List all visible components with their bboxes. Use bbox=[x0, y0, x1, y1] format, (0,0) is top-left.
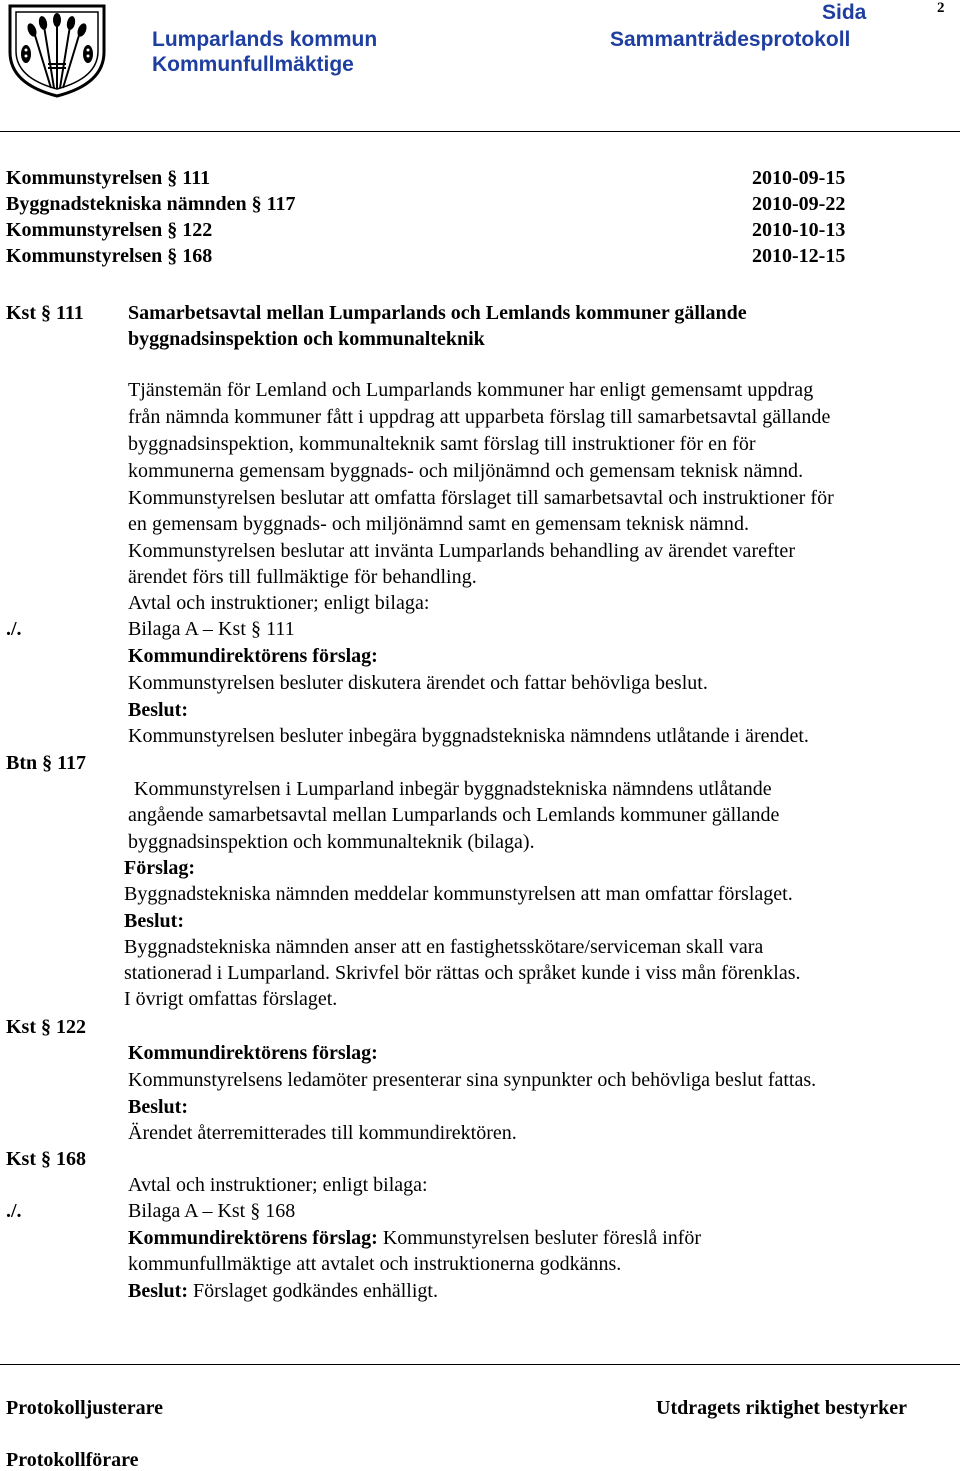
section-label-kst-111: Kst § 111 bbox=[6, 302, 84, 324]
attachment-reference: Bilaga A – Kst § 111 bbox=[128, 618, 295, 640]
paragraph-line: byggnadsinspektion, kommunalteknik samt förslag till instruktioner för en för bbox=[128, 433, 756, 455]
attachment-marker: ./. bbox=[6, 618, 22, 640]
meeting-date: 2010-10-13 bbox=[752, 219, 846, 241]
proposal-heading: Kommundirektörens förslag: bbox=[128, 1042, 378, 1064]
meeting-date: 2010-09-15 bbox=[752, 167, 846, 189]
proposal-heading: Kommundirektörens förslag: bbox=[128, 1227, 378, 1249]
decision-line bbox=[128, 1280, 438, 1303]
decision-heading: Beslut: bbox=[124, 910, 184, 932]
attachment-marker: ./. bbox=[6, 1200, 22, 1222]
paragraph-line: Kommunstyrelsen beslutar att omfatta förslaget till samarbetsavtal och instruktioner för bbox=[128, 487, 834, 509]
decision-text: Ärendet återremitterades till kommundirektören. bbox=[128, 1122, 517, 1144]
decision-text: Byggnadstekniska nämnden anser att en fastighetsskötare/serviceman skall vara bbox=[124, 936, 764, 958]
section-label-kst-122: Kst § 122 bbox=[6, 1016, 86, 1038]
agenda-title: byggnadsinspektion och kommunalteknik bbox=[128, 328, 485, 350]
decision-text: Förslaget godkändes enhälligt. bbox=[188, 1280, 438, 1302]
proposal-text: Kommunstyrelsens ledamöter presenterar sina synpunkter och behövliga beslut fattas. bbox=[128, 1069, 817, 1091]
meeting-body: Byggnadstekniska nämnden § 117 bbox=[6, 193, 296, 215]
footer-divider bbox=[0, 1364, 960, 1365]
adjuster-label: Protokolljusterare bbox=[6, 1397, 164, 1419]
certification-label: Utdragets riktighet bestyrker bbox=[656, 1397, 908, 1419]
page-label: Sida bbox=[822, 1, 867, 24]
paragraph-line: byggnadsinspektion och kommunalteknik (bilaga). bbox=[128, 831, 535, 853]
body-name: Kommunfullmäktige bbox=[152, 53, 354, 76]
proposal-text: Byggnadstekniska nämnden meddelar kommunstyrelsen att man omfattar förslaget. bbox=[124, 883, 793, 905]
decision-heading: Beslut: bbox=[128, 699, 188, 721]
decision-heading: Beslut: bbox=[128, 1280, 188, 1302]
proposal-text: Kommunstyrelsen besluter föreslå inför bbox=[377, 1227, 702, 1249]
decision-heading: Beslut: bbox=[128, 1096, 188, 1118]
proposal-heading: Kommundirektörens förslag: bbox=[128, 645, 378, 667]
attachment-reference: Bilaga A – Kst § 168 bbox=[128, 1200, 296, 1222]
paragraph-line: ärendet förs till fullmäktige för behandling. bbox=[128, 566, 477, 588]
paragraph-line: Kommunstyrelsen i Lumparland inbegär byggnadstekniska nämndens utlåtande bbox=[134, 778, 772, 800]
decision-text: stationerad i Lumparland. Skrivfel bör rättas och språket kunde i viss mån förenklas. bbox=[124, 962, 801, 984]
paragraph-line: Tjänstemän för Lemland och Lumparlands kommuner har enligt gemensamt uppdrag bbox=[128, 379, 814, 401]
wheat-sheaf-coat-of-arms-icon bbox=[4, 2, 110, 98]
paragraph-line: från nämnda kommuner fått i uppdrag att upparbeta förslag till samarbetsavtal gällande bbox=[128, 406, 831, 428]
decision-text: I övrigt omfattas förslaget. bbox=[124, 988, 338, 1010]
meeting-body: Kommunstyrelsen § 122 bbox=[6, 219, 213, 241]
meeting-date: 2010-09-22 bbox=[752, 193, 846, 215]
municipality-name: Lumparlands kommun bbox=[152, 28, 378, 51]
section-label-kst-168: Kst § 168 bbox=[6, 1148, 86, 1170]
proposal-text: kommunfullmäktige att avtalet och instruktionerna godkänns. bbox=[128, 1253, 622, 1275]
paragraph-line: Kommunstyrelsen beslutar att invänta Lumparlands behandling av ärendet varefter bbox=[128, 540, 796, 562]
meeting-body: Kommunstyrelsen § 168 bbox=[6, 245, 213, 267]
meeting-body: Kommunstyrelsen § 111 bbox=[6, 167, 211, 189]
decision-text: Kommunstyrelsen besluter inbegära byggnadstekniska nämndens utlåtande i ärendet. bbox=[128, 725, 809, 747]
document-type: Sammanträdesprotokoll bbox=[610, 28, 851, 51]
page-number: 2 bbox=[937, 0, 945, 16]
section-label-btn-117: Btn § 117 bbox=[6, 752, 87, 774]
paragraph-line: Avtal och instruktioner; enligt bilaga: bbox=[128, 1174, 428, 1196]
proposal-line bbox=[128, 1227, 701, 1250]
proposal-heading: Förslag: bbox=[124, 857, 196, 879]
paragraph-line: Avtal och instruktioner; enligt bilaga: bbox=[128, 592, 430, 614]
meeting-date: 2010-12-15 bbox=[752, 245, 846, 267]
paragraph-line: en gemensam byggnads- och miljönämnd samt en gemensam teknisk nämnd. bbox=[128, 513, 750, 535]
agenda-title: Samarbetsavtal mellan Lumparlands och Lemlands kommuner gällande bbox=[128, 302, 747, 324]
paragraph-line: kommunerna gemensam byggnads- och miljönämnd och gemensam teknisk nämnd. bbox=[128, 460, 804, 482]
paragraph-line: angående samarbetsavtal mellan Lumparlands och Lemlands kommuner gällande bbox=[128, 804, 780, 826]
secretary-label: Protokollförare bbox=[6, 1449, 139, 1471]
header-divider bbox=[0, 131, 960, 132]
proposal-text: Kommunstyrelsen besluter diskutera ärendet och fattar behövliga beslut. bbox=[128, 672, 708, 694]
